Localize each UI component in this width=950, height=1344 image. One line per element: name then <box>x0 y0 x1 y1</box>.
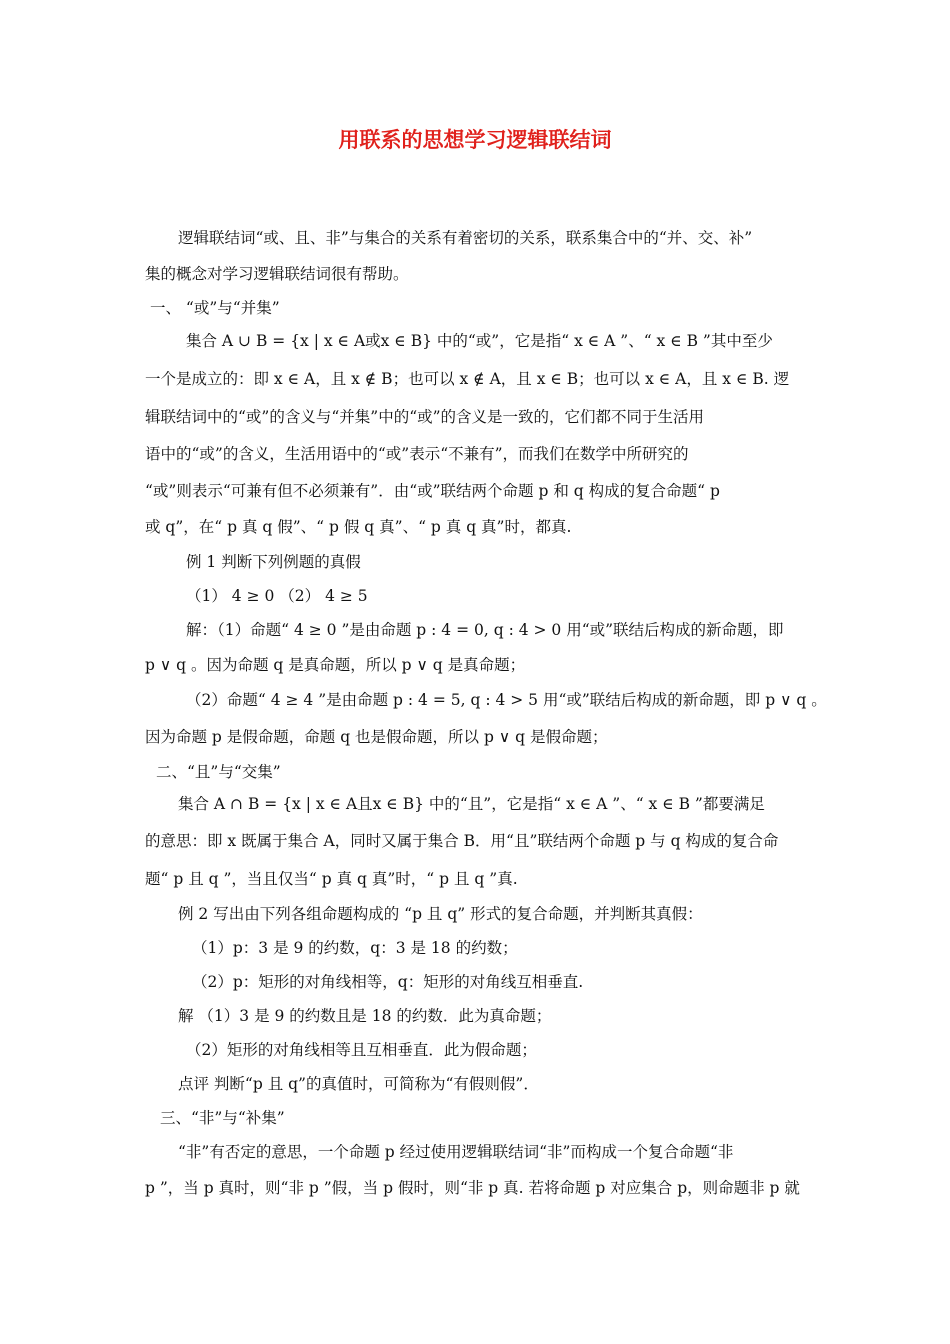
paragraph-line: 或 q”，在“ p 真 q 假”、“ p 假 q 真”、“ p 真 q 真”时，都真. <box>145 518 572 536</box>
paragraph-line: “或”则表示“可兼有但不必须兼有”．由“或”联结两个命题 p 和 q 构成的复合命题“ p <box>145 482 720 500</box>
paragraph-line: （1）p：3 是 9 的约数，q：3 是 18 的约数； <box>192 939 518 957</box>
example-heading: 例 2 写出由下列各组命题构成的 “p 且 q” 形式的复合命题，并判断其真假： <box>178 905 703 923</box>
paragraph-line: 一个是成立的：即 x ∈ A，且 x ∉ B；也可以 x ∉ A，且 x ∈ B；也可以 x ∈ A，且 x ∈ B. 逻 <box>145 370 790 388</box>
paragraph-line: 解 （1）3 是 9 的约数且是 18 的约数．此为真命题； <box>178 1007 552 1025</box>
paragraph-line: （2）命题“ 4 ≥ 4 ”是由命题 p : 4 = 5, q : 4 > 5 用“或”联结后构成的新命题，即 p ∨ q 。 <box>186 691 827 709</box>
paragraph-line: （2）p：矩形的对角线相等，q：矩形的对角线互相垂直. <box>192 973 584 991</box>
paragraph-line: p ”，当 p 真时，则“非 p ”假，当 p 假时，则“非 p 真. 若将命题 p 对应集合 p，则命题非 p 就 <box>145 1179 800 1197</box>
paragraph-line: 辑联结词中的“或”的含义与“并集”中的“或”的含义是一致的，它们都不同于生活用 <box>145 408 705 426</box>
paragraph-line: 的意思：即 x 既属于集合 A，同时又属于集合 B．用“且”联结两个命题 p 与 q 构成的复合命 <box>145 832 779 850</box>
example-heading: 例 1 判断下列例题的真假 <box>186 553 361 571</box>
paragraph-line: 因为命题 p 是假命题，命题 q 也是假命题，所以 p ∨ q 是假命题； <box>145 728 608 746</box>
paragraph-line: 集的概念对学习逻辑联结词很有帮助。 <box>145 265 409 283</box>
paragraph-line: 逻辑联结词“或、且、非”与集合的关系有着密切的关系，联系集合中的“并、交、补” <box>178 229 753 247</box>
paragraph-line: （2）矩形的对角线相等且互相垂直．此为假命题； <box>186 1041 537 1059</box>
paragraph-line: 解：（1）命题“ 4 ≥ 0 ”是由命题 p : 4 = 0, q : 4 > 0 用“或”联结后构成的新命题，即 <box>186 621 784 639</box>
paragraph-line: 点评 判断“p 且 q”的真值时，可简称为“有假则假”． <box>178 1075 539 1093</box>
paragraph-line: “非”有否定的意思，一个命题 p 经过使用逻辑联结词“非”而构成一个复合命题“非 <box>178 1143 734 1161</box>
page-title: 用联系的思想学习逻辑联结词 <box>338 128 612 152</box>
section-heading: 二、“且”与“交集” <box>156 763 281 781</box>
section-heading: 三、“非”与“补集” <box>160 1109 285 1127</box>
paragraph-line: p ∨ q 。因为命题 q 是真命题，所以 p ∨ q 是真命题； <box>145 656 526 674</box>
section-heading: 一、 “或”与“并集” <box>150 299 280 317</box>
paragraph-line: 集合 A ∪ B = {x | x ∈ A或x ∈ B} 中的“或”，它是指“ x ∈ A ”、“ x ∈ B ”其中至少 <box>186 332 773 350</box>
paragraph-line: 题“ p 且 q ”，当且仅当“ p 真 q 真”时，“ p 且 q ”真. <box>145 870 518 888</box>
paragraph-line: 语中的“或”的含义，生活用语中的“或”表示“不兼有”，而我们在数学中所研究的 <box>145 445 689 463</box>
paragraph-line: 集合 A ∩ B = {x | x ∈ A且x ∈ B} 中的“且”，它是指“ x ∈ A ”、“ x ∈ B ”都要满足 <box>178 795 765 813</box>
paragraph-line: （1） 4 ≥ 0 （2） 4 ≥ 5 <box>186 587 368 605</box>
